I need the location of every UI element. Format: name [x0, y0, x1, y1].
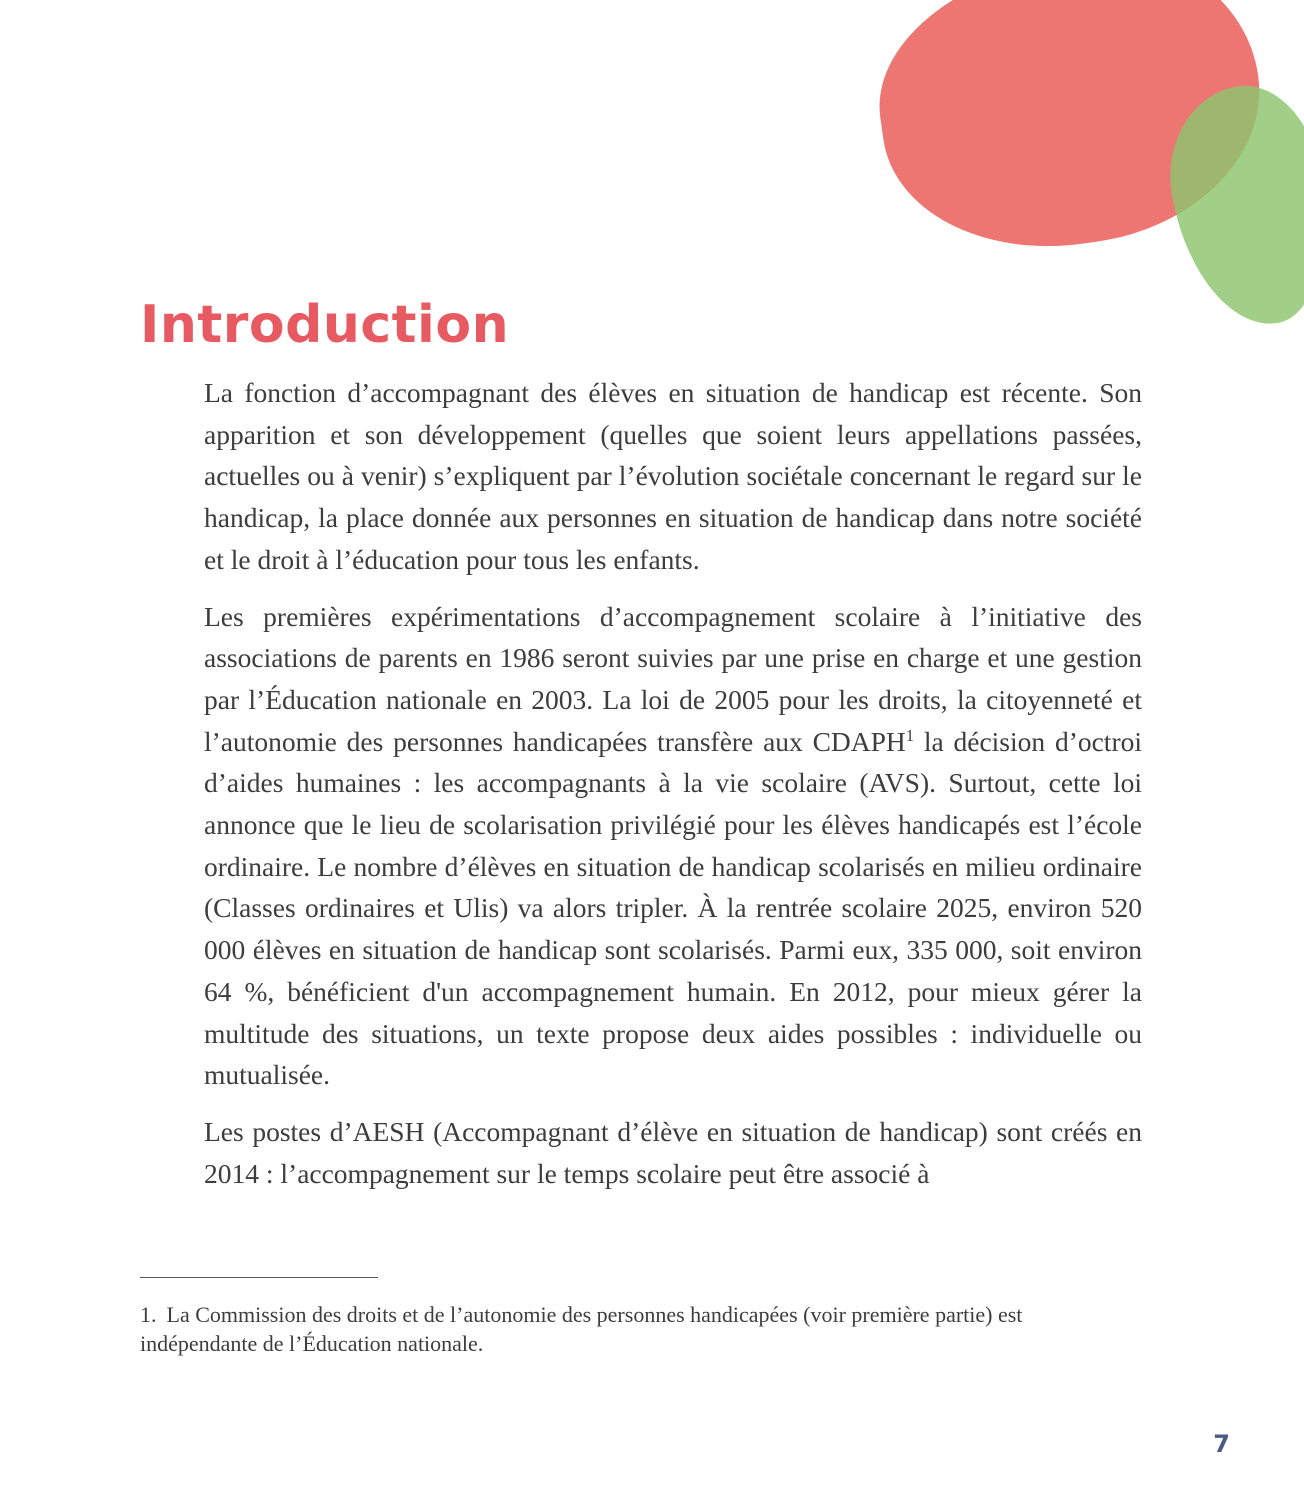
page-number: 7: [1213, 1430, 1230, 1458]
paragraph-1: La fonction d’accompagnant des élèves en situation de handicap est récente. Son apparition et son développement (quelles que soient leurs appellations passées, actuelles ou à venir) s’expliquent par l’évolution sociétale concernant le regard sur le handicap, la place donnée aux personnes en situation de handicap dans notre société et le droit à l’éducation pour tous les enfants.: [204, 377, 1142, 575]
paragraph-3: Les postes d’AESH (Accompagnant d’élève en situation de handicap) sont créés en 2014 : l’accompagnement sur le temps scolaire peut être associé à: [204, 1115, 1142, 1189]
paragraph-2-part-2: la décision d’octroi d’aides humaines : les accompagnants à la vie scolaire (AVS). Surtout, cette loi annonce que le lieu de scolarisation privilégié pour les élèves handicapés est l’école ordinaire. Le nombre d’élèves en situation de handicap scolarisés en milieu ordinaire (Classes ordinaires et Ulis) va alors tripler. À la rentrée scolaire 2025, environ 520 000 élèves en situation de handicap sont scolarisés. Parmi eux, 335 000, soit environ 64 %, bénéficient d'un accompagnement humain. En 2012, pour mieux gérer la multitude des situations, un texte propose deux aides possibles : individuelle ou mutualisée.: [204, 725, 1142, 1091]
footnote-separator: [140, 1277, 378, 1278]
paragraph-2: [204, 596, 1142, 1096]
paragraph-2-part-1: Les premières expérimentations d’accompagnement scolaire à l’initiative des associations de parents en 1986 seront suivies par une prise en charge et une gestion par l’Éducation nationale en 2003. La loi de 2005 pour les droits, la citoyenneté et l’autonomie des personnes handicapées transfère aux CDAPH: [204, 600, 1142, 757]
footnote-number: 1.: [140, 1302, 157, 1327]
footnote-ref: 1: [905, 725, 915, 745]
page-title: Introduction: [140, 295, 510, 355]
footnote-text: La Commission des droits et de l’autonomie des personnes handicapées (voir première partie) est indépendante de l’Éducation nationale.: [140, 1302, 1023, 1356]
footnote: [140, 1300, 1130, 1358]
body-text: [204, 372, 1142, 1209]
